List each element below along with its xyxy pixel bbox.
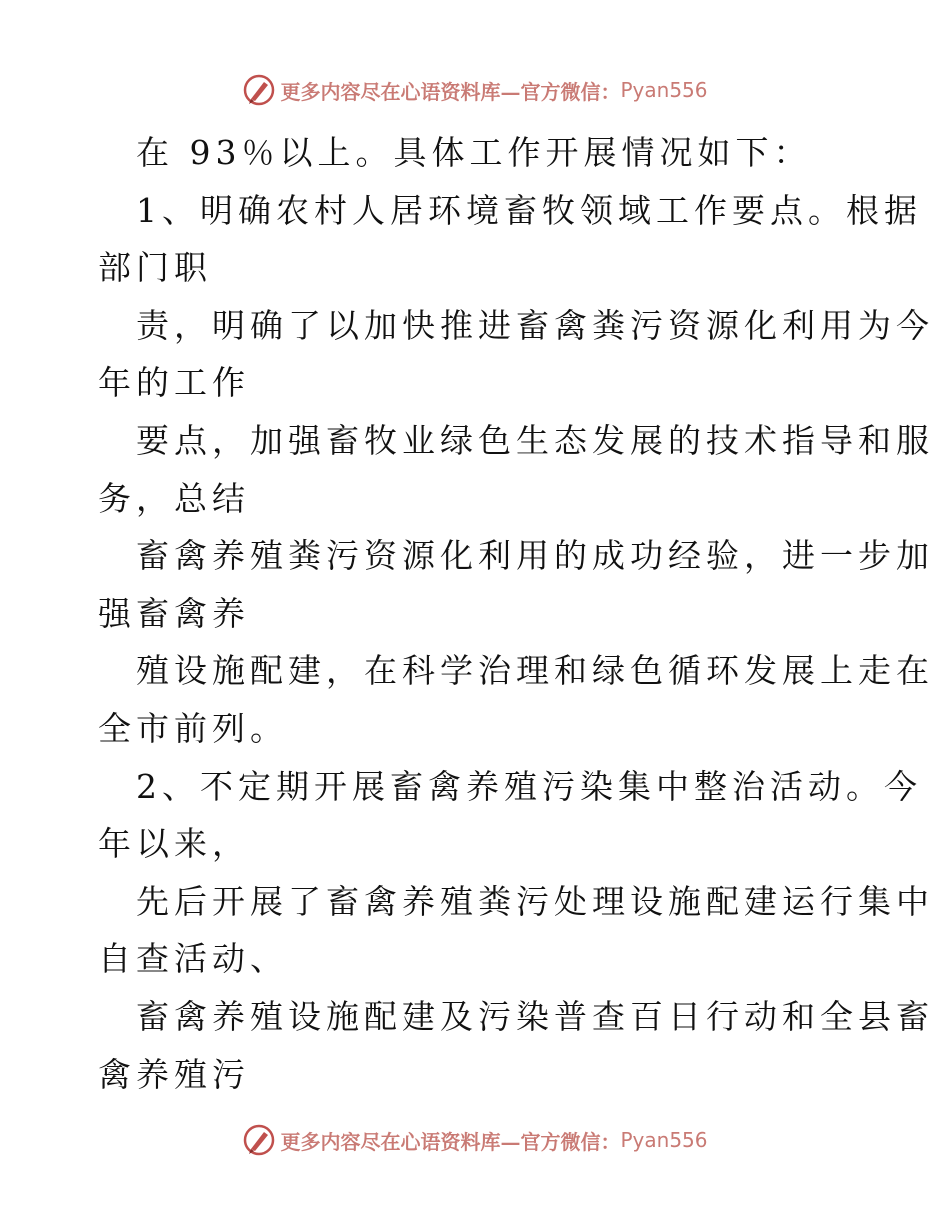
pen-logo-icon [242, 73, 276, 107]
document-body [98, 124, 934, 1103]
text-line: 要点，加强畜牧业绿色生态发展的技术指导和服 [136, 420, 934, 460]
text-line: 年的工作 [98, 363, 250, 403]
text-line: 畜禽养殖粪污资源化利用的成功经验，进一步加 [136, 536, 934, 576]
text-line: 畜禽养殖设施配建及污染普查百日行动和全县畜 [136, 996, 934, 1036]
text-line: 年以来， [98, 824, 250, 864]
text-line: 自查活动、 [98, 939, 288, 979]
text-line: 殖设施配建，在科学治理和绿色循环发展上走在 [136, 651, 934, 691]
watermark-wechat-id: Pyan556 [620, 78, 708, 102]
text-line: 禽养殖污 [98, 1054, 250, 1094]
text-line: 全市前列。 [98, 708, 288, 748]
text-line: 1、明确农村人居环境畜牧领域工作要点。根据 [136, 190, 922, 230]
pen-logo-icon [242, 1123, 276, 1157]
watermark-text: 更多内容尽在心语资料库—官方微信： [280, 79, 621, 104]
text-line: 责，明确了以加快推进畜禽粪污资源化利用为今 [136, 305, 934, 345]
watermark-text: 更多内容尽在心语资料库—官方微信： [280, 1129, 621, 1154]
text-line: 部门职 [98, 248, 212, 288]
text-line: 强畜禽养 [98, 593, 250, 633]
watermark-wechat-id: Pyan556 [620, 1128, 708, 1152]
text-line: 2、不定期开展畜禽养殖污染集中整治活动。今 [136, 766, 922, 806]
text-line: 在 93％以上。具体工作开展情况如下： [136, 133, 812, 172]
header-watermark [0, 70, 950, 110]
footer-watermark [0, 1120, 950, 1160]
text-line: 务，总结 [98, 478, 250, 518]
text-line: 先后开展了畜禽养殖粪污处理设施配建运行集中 [136, 881, 934, 921]
